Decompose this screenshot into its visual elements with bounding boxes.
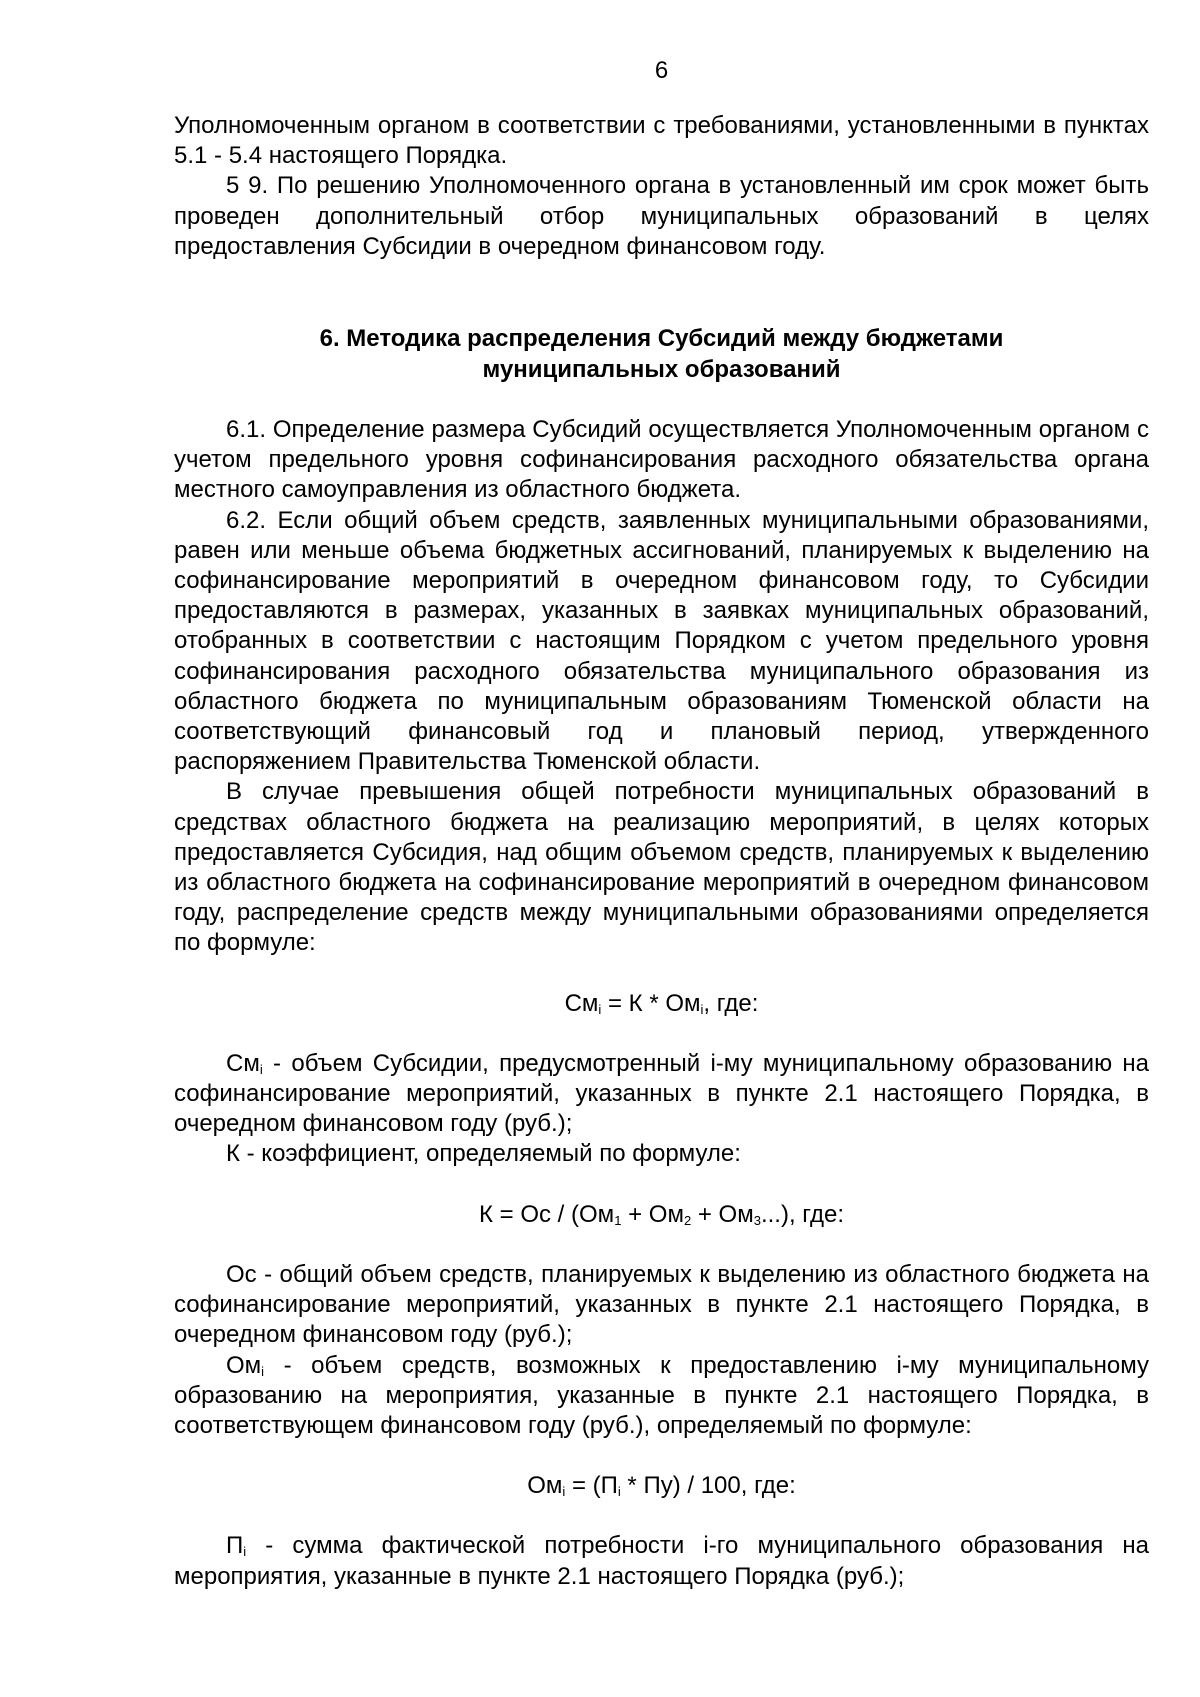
definition-oc: Ос - общий объем средств, планируемых к выделению из областного бюджета на софинансирование мероприятий, указанных в пункте 2.1 настоящего Порядка, в очередном финансовом году (руб.); — [174, 1260, 1149, 1349]
definition-om: $Ом_i$ - объем средств, возможных к предоставлению i-му муниципальному образованию на мероприятия, указанные в пункте 2.1 настоящего Порядка, в соответствующем финансовом году (руб.), определяемый по формуле: — [174, 1351, 1149, 1439]
page-number: 6 — [654, 57, 669, 84]
definition-p: $П_i$ - сумма фактической потребности i-го муниципального образования на мероприятия, указанные в пункте 2.1 настоящего Порядка (руб.); — [174, 1532, 1149, 1590]
definition-cm: $См_i$ - объем Субсидии, предусмотренный i-му муниципальному образованию на софинансирование мероприятий, указанных в пункте 2.1 настоящего Порядка, в очередном финансовом году (руб.); — [174, 1049, 1149, 1138]
section-heading-line-2: муниципальных образований — [482, 355, 841, 383]
formula-cm: $См_i = К * Ом_i$, где: — [564, 989, 759, 1017]
formula-k: К = Ос / $(Ом_1 + Ом_2 + Ом_3...)$, где: — [479, 1200, 844, 1228]
intro-paragraph-1: Уполномоченным органом в соответствии с требованиями, установленными в пунктах 5.1 - 5.4 настоящего Порядка. — [174, 112, 1149, 170]
definition-k: К - коэффициент, определяемый по формуле: — [226, 1140, 741, 1168]
intro-paragraph-2: 5 9. По решению Уполномоченного органа в установленный им срок может быть проведен дополнительный отбор муниципальных образований в целях предоставления Субсидии в очередном финансовом году. — [174, 172, 1149, 260]
formula-om: $Ом_i = (П_i * Пу) / 100$, где: — [527, 1472, 796, 1500]
document-page — [174, 56, 1149, 1592]
section-heading — [174, 324, 1149, 385]
paragraph-6-2: 6.2. Если общий объем средств, заявленных муниципальными образованиями, равен или меньше объема бюджетных ассигнований, планируемых к выделению на софинансирование мероприятий в очередном финансовом году, то Субсидии предоставляются в размерах, указанных в заявках муниципальных образований, отобранных в соответствии с настоящим Порядком с учетом предельного уровня софинансирования расходного обязательства муниципального образования из областного бюджета по муниципальным образованиям Тюменской области на соответствующий финансовый год и плановый период, утвержденного распоряжением Правительства Тюменской области. — [174, 506, 1149, 776]
paragraph-6-1: 6.1. Определение размера Субсидий осуществляется Уполномоченным органом с учетом предельного уровня софинансирования расходного обязательства органа местного самоуправления из областного бюджета. — [174, 416, 1149, 504]
section-heading-line-1: 6. Методика распределения Субсидий между бюджетами — [319, 325, 1004, 353]
paragraph-excess-need: В случае превышения общей потребности муниципальных образований в средствах областного бюджета на реализацию мероприятий, в целях которых предоставляется Субсидия, над общим объемом средств, планируемых к выделению из областного бюджета на софинансирование мероприятий в очередном финансовом году, распределение средств между муниципальными образованиями определяется по формуле: — [174, 778, 1149, 957]
